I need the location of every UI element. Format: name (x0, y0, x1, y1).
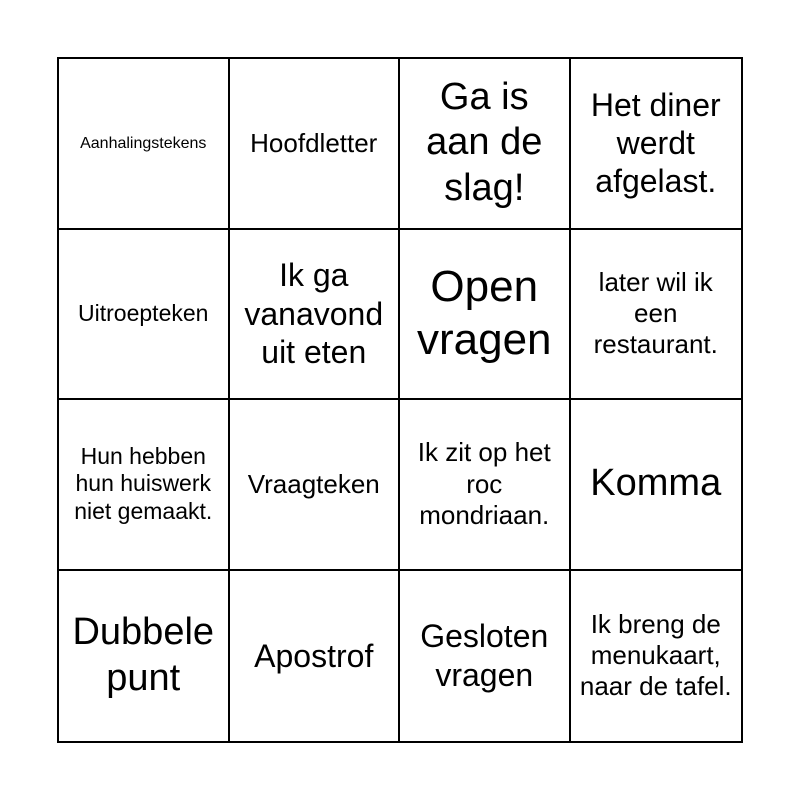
bingo-card (57, 57, 743, 743)
cell-text: Ik breng de menukaart, naar de tafel. (579, 608, 732, 702)
bingo-cell[interactable] (571, 571, 742, 742)
bingo-cell[interactable] (400, 571, 571, 742)
bingo-cell[interactable] (230, 59, 401, 230)
bingo-cell[interactable] (400, 230, 571, 401)
cell-text: Ik zit op het roc mondriaan. (417, 437, 551, 530)
cell-text: Vraagteken (247, 468, 380, 499)
cell-text: Ik ga vanavond uit eten (244, 257, 384, 370)
bingo-cell[interactable] (59, 571, 230, 742)
cell-text: Het diner werdt afgelast. (590, 86, 721, 200)
bingo-cell[interactable] (230, 230, 401, 401)
bingo-cell[interactable] (230, 571, 401, 742)
bingo-cell[interactable] (571, 230, 742, 401)
bingo-cell[interactable] (230, 400, 401, 571)
cell-text: Uitroepteken (78, 299, 209, 326)
cell-text: Dubbele punt (72, 611, 215, 699)
cell-text: Hoofdletter (250, 127, 378, 158)
bingo-cell[interactable] (59, 59, 230, 230)
cell-text: Apostrof (254, 637, 374, 674)
cell-text: Komma (590, 462, 722, 505)
cell-text: Aanhalingstekens (80, 134, 207, 152)
bingo-cell[interactable] (400, 400, 571, 571)
bingo-cell[interactable] (59, 230, 230, 401)
cell-text: Gesloten vragen (420, 618, 549, 693)
cell-text: Hun hebben hun huiswerk niet gemaakt. (74, 442, 213, 525)
bingo-cell[interactable] (59, 400, 230, 571)
bingo-cell[interactable] (400, 59, 571, 230)
bingo-cell[interactable] (571, 59, 742, 230)
cell-text: later wil ik een restaurant. (593, 266, 718, 360)
bingo-cell[interactable] (571, 400, 742, 571)
cell-text: Ga is aan de slag! (426, 75, 543, 210)
cell-text: Open vragen (416, 261, 552, 364)
